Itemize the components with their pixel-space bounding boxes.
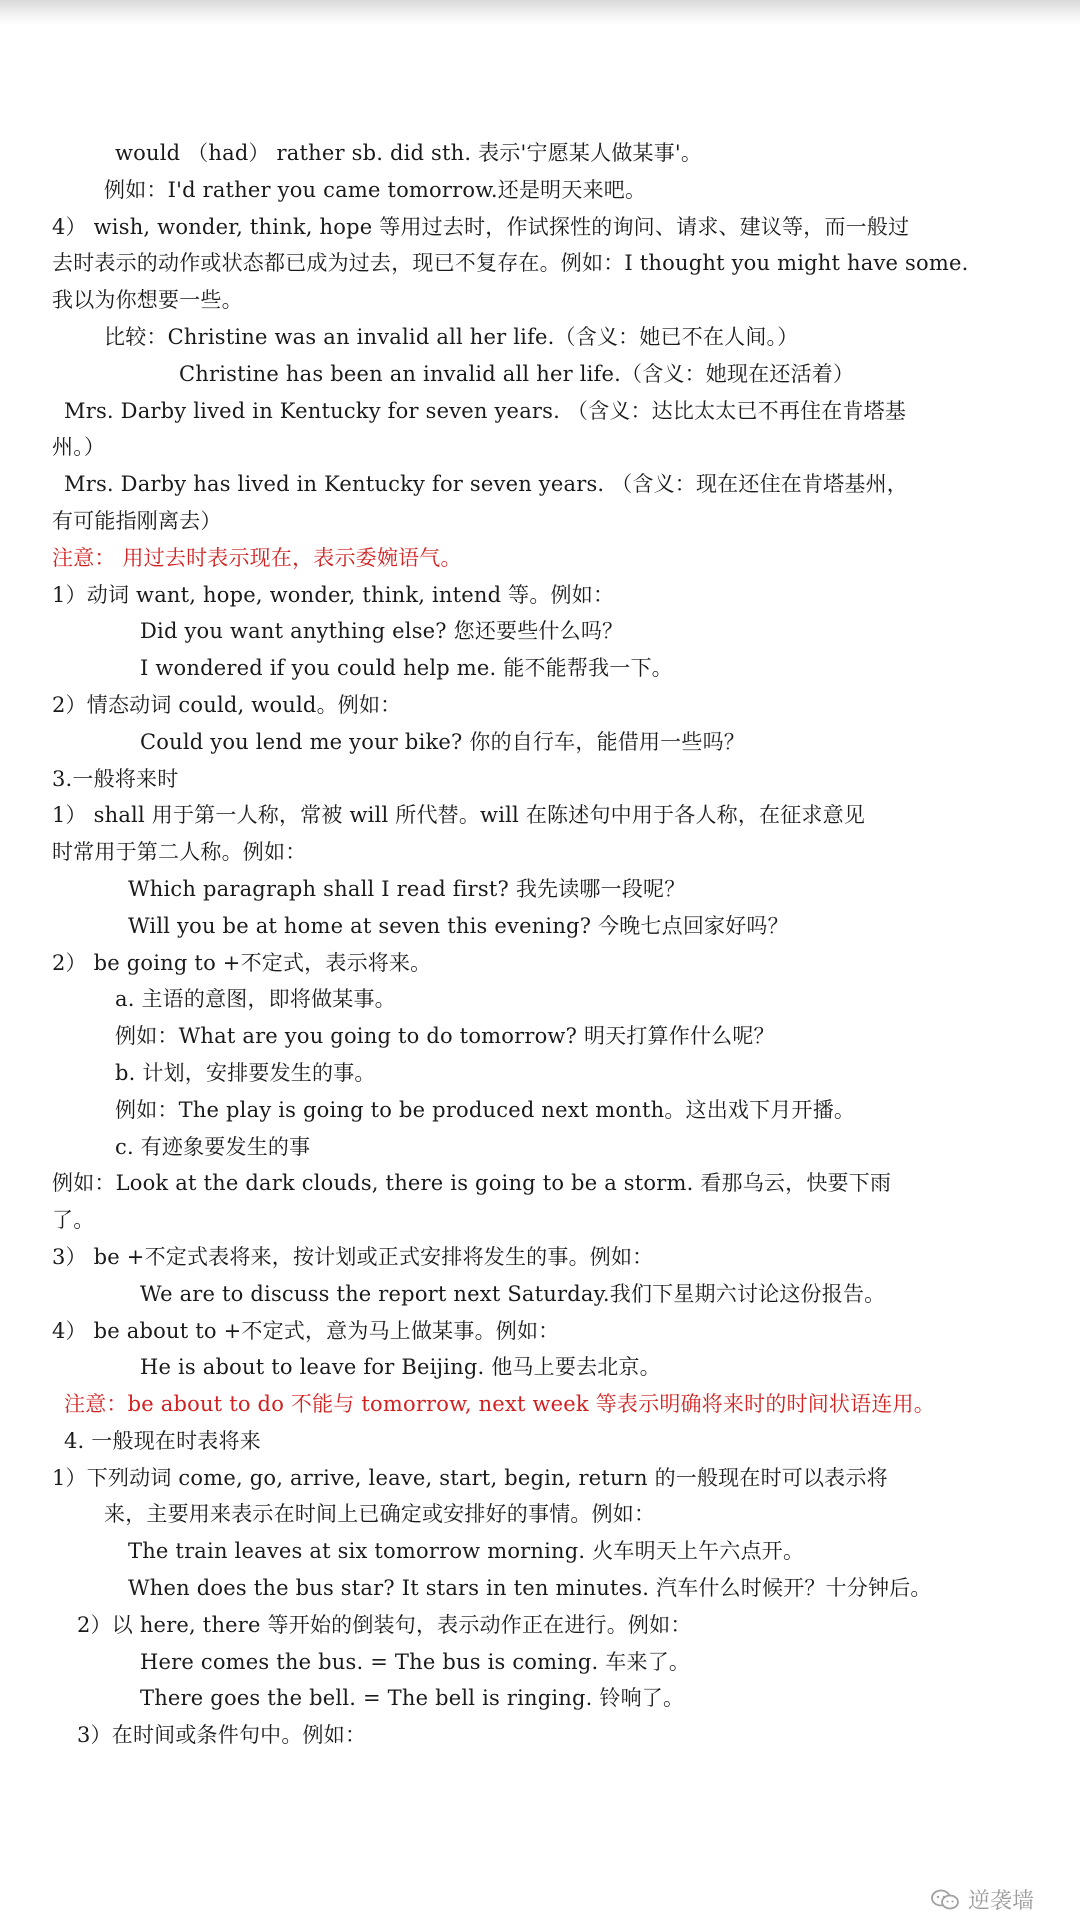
text-line: 例如：What are you going to do tomorrow? 明天打算作什么呢？ <box>115 1024 775 1049</box>
text-line: 4） be about to +不定式，意为马上做某事。例如： <box>52 1318 560 1343</box>
text-line: Here comes the bus. = The bus is coming. 车来了。 <box>140 1649 691 1674</box>
text-line: 例如：I'd rather you came tomorrow.还是明天来吧。 <box>104 177 647 202</box>
text-line: 4） wish, wonder, think, hope 等用过去时，作试探性的询问、请求、建议等，而一般过 <box>52 214 910 239</box>
text-line: 了。 <box>52 1208 95 1233</box>
text-line: Mrs. Darby has lived in Kentucky for seven years. （含义：现在还住在肯塔基州， <box>64 472 908 497</box>
text-line: 有可能指刚离去） <box>52 508 222 533</box>
watermark <box>930 1884 1034 1915</box>
text-line: would （had） rather sb. did sth. 表示'宁愿某人做某事'。 <box>115 141 703 165</box>
text-line: Did you want anything else? 您还要些什么吗？ <box>140 619 624 644</box>
text-line: 例如：The play is going to be produced next month。这出戏下月开播。 <box>115 1097 856 1122</box>
top-shadow-bar <box>0 0 1080 26</box>
text-line: 4. 一般现在时表将来 <box>64 1428 261 1453</box>
text-line: 2）以 here, there 等开始的倒装句，表示动作正在进行。例如： <box>77 1612 692 1637</box>
text-line: 例如：Look at the dark clouds, there is going to be a storm. 看那乌云，快要下雨 <box>52 1171 892 1196</box>
text-line: Mrs. Darby lived in Kentucky for seven years. （含义：达比太太已不再住在肯塔基 <box>64 398 907 423</box>
text-line: 我以为你想要一些。 <box>52 288 243 313</box>
note-line: 注意：be about to do 不能与 tomorrow, next week 等表示明确将来时的时间状语连用。 <box>64 1392 935 1417</box>
text-line: c. 有迹象要发生的事 <box>115 1134 311 1159</box>
text-line: 来，主要用来表示在时间上已确定或安排好的事情。例如： <box>104 1502 656 1527</box>
text-line: Will you be at home at seven this evening? 今晚七点回家好吗？ <box>128 913 789 938</box>
text-line: 时常用于第二人称。例如： <box>52 840 307 865</box>
document-page <box>0 135 1080 1754</box>
text-line: 2）情态动词 could, would。例如： <box>52 692 402 717</box>
text-line: 3） be +不定式表将来，按计划或正式安排将发生的事。例如： <box>52 1244 654 1269</box>
note-line: 注意： 用过去时表示现在，表示委婉语气。 <box>52 545 462 570</box>
text-line: Could you lend me your bike? 你的自行车，能借用一些吗？ <box>140 729 745 754</box>
wechat-icon <box>930 1888 960 1912</box>
text-line: I wondered if you could help me. 能不能帮我一下。 <box>140 656 673 681</box>
text-line: 1）动词 want, hope, wonder, think, intend 等。例如： <box>52 582 615 607</box>
text-line: There goes the bell. = The bell is ringing. 铃响了。 <box>140 1686 685 1711</box>
text-line: 去时表示的动作或状态都已成为过去，现已不复存在。例如：I thought you might have some. <box>52 251 969 276</box>
text-line: a. 主语的意图，即将做某事。 <box>115 987 396 1012</box>
text-line: He is about to leave for Beijing. 他马上要去北京。 <box>140 1355 661 1380</box>
text-line: 3）在时间或条件句中。例如： <box>77 1723 367 1748</box>
text-line: Which paragraph shall I read first? 我先读哪一段呢？ <box>128 876 686 901</box>
text-line: Christine has been an invalid all her life.（含义：她现在还活着） <box>179 361 855 386</box>
text-line: 比较：Christine was an invalid all her life.（含义：她已不在人间。） <box>104 324 799 349</box>
text-line: 3.一般将来时 <box>52 766 179 791</box>
watermark-text: 逆袭墙 <box>968 1889 1035 1914</box>
text-line: 1） shall 用于第一人称，常被 will 所代替。will 在陈述句中用于各人称，在征求意见 <box>52 803 866 828</box>
text-line: 1）下列动词 come, go, arrive, leave, start, begin, return 的一般现在时可以表示将 <box>52 1465 888 1490</box>
text-line: When does the bus star? It stars in ten minutes. 汽车什么时候开？十分钟后。 <box>128 1576 932 1601</box>
text-line: 州。） <box>52 435 106 460</box>
text-line: We are to discuss the report next Saturday.我们下星期六讨论这份报告。 <box>140 1281 886 1306</box>
text-line: b. 计划，安排要发生的事。 <box>115 1060 376 1085</box>
text-line: The train leaves at six tomorrow morning. 火车明天上午六点开。 <box>128 1539 805 1564</box>
text-line: 2） be going to +不定式，表示将来。 <box>52 950 432 975</box>
